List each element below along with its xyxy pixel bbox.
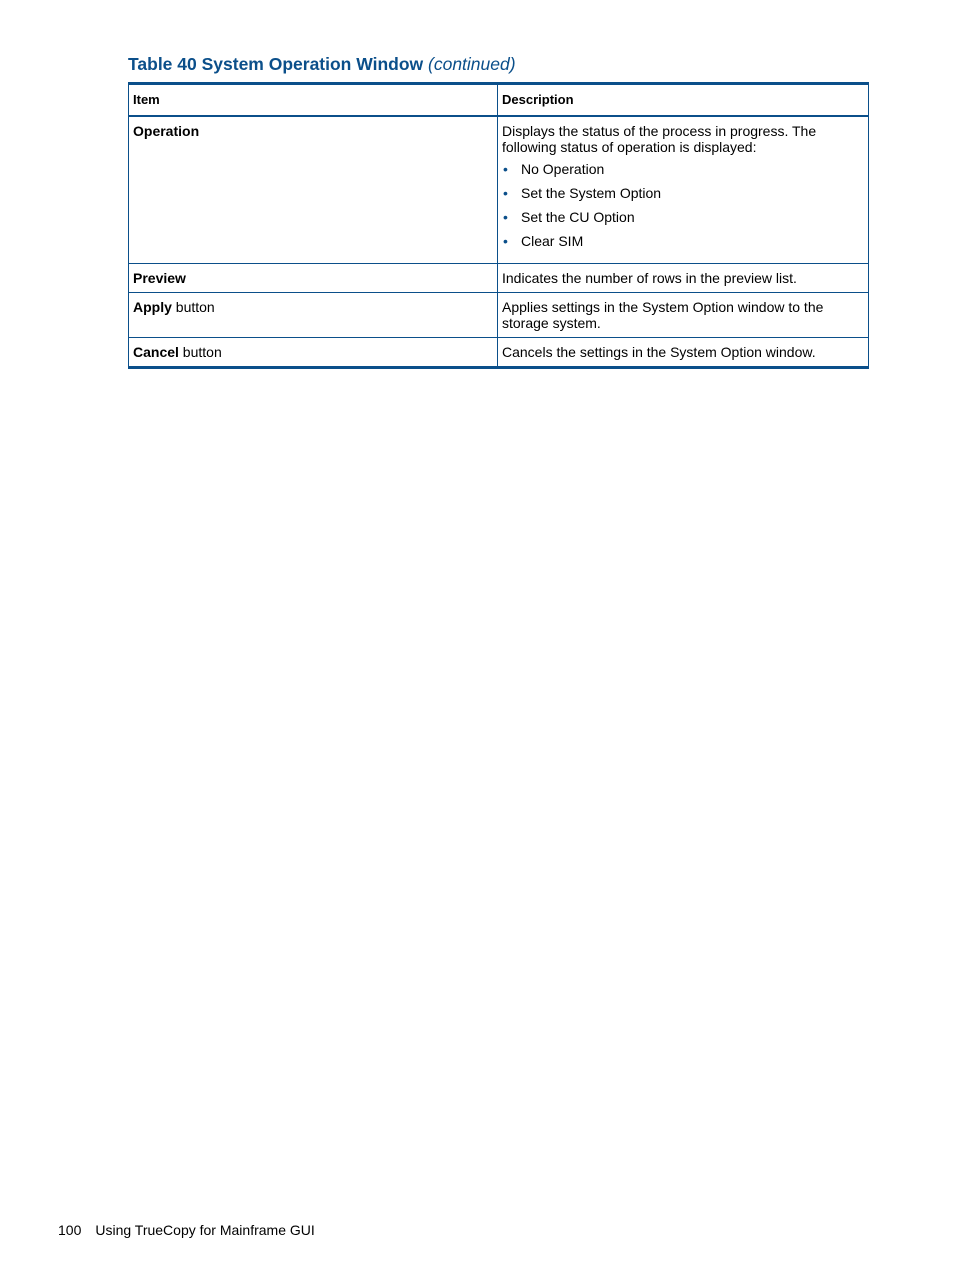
- table-caption: [128, 54, 516, 75]
- item-suffix: button: [178, 344, 222, 360]
- description-text: Cancels the settings in the System Option window.: [502, 344, 816, 360]
- list-item: [502, 185, 864, 201]
- header-item: Item: [129, 84, 498, 117]
- list-item-text: No Operation: [521, 161, 605, 177]
- bullet-icon: •: [503, 161, 508, 177]
- page-footer: [58, 1222, 315, 1238]
- table-caption-continued: (continued): [428, 54, 516, 74]
- item-cell: [129, 293, 498, 338]
- table-caption-title: Table 40 System Operation Window: [128, 54, 424, 74]
- table-row: [129, 293, 869, 338]
- table-row: [129, 116, 869, 264]
- item-name: Cancel: [133, 344, 179, 360]
- header-description: Description: [498, 84, 869, 117]
- list-item: [502, 209, 864, 225]
- list-item-text: Set the CU Option: [521, 209, 635, 225]
- footer-title: Using TrueCopy for Mainframe GUI: [95, 1222, 315, 1238]
- description-cell: [498, 293, 869, 338]
- description-cell: [498, 116, 869, 264]
- page-number: 100: [58, 1222, 82, 1238]
- table-wrapper: [128, 82, 868, 369]
- list-item-text: Clear SIM: [521, 233, 584, 249]
- item-cell: [129, 338, 498, 368]
- item-suffix: button: [171, 299, 215, 315]
- bullet-icon: •: [503, 209, 508, 225]
- list-item-text: Set the System Option: [521, 185, 662, 201]
- item-cell: [129, 116, 498, 264]
- bullet-icon: •: [503, 233, 508, 249]
- table-header-row: [129, 84, 869, 117]
- item-name: Apply: [133, 299, 172, 315]
- list-item: [502, 161, 864, 177]
- item-name: Operation: [133, 123, 200, 139]
- item-cell: [129, 264, 498, 293]
- description-cell: [498, 264, 869, 293]
- list-item: [502, 233, 864, 249]
- description-text: Displays the status of the process in progress. The following status of operation is displayed:: [502, 123, 817, 155]
- item-name: Preview: [133, 270, 186, 286]
- description-cell: [498, 338, 869, 368]
- bullet-icon: •: [503, 185, 508, 201]
- description-text: Applies settings in the System Option window to the storage system.: [502, 299, 824, 331]
- table-row: [129, 264, 869, 293]
- status-list: [502, 161, 864, 249]
- description-text: Indicates the number of rows in the preview list.: [502, 270, 797, 286]
- table-row: [129, 338, 869, 368]
- system-operation-table: [128, 82, 869, 369]
